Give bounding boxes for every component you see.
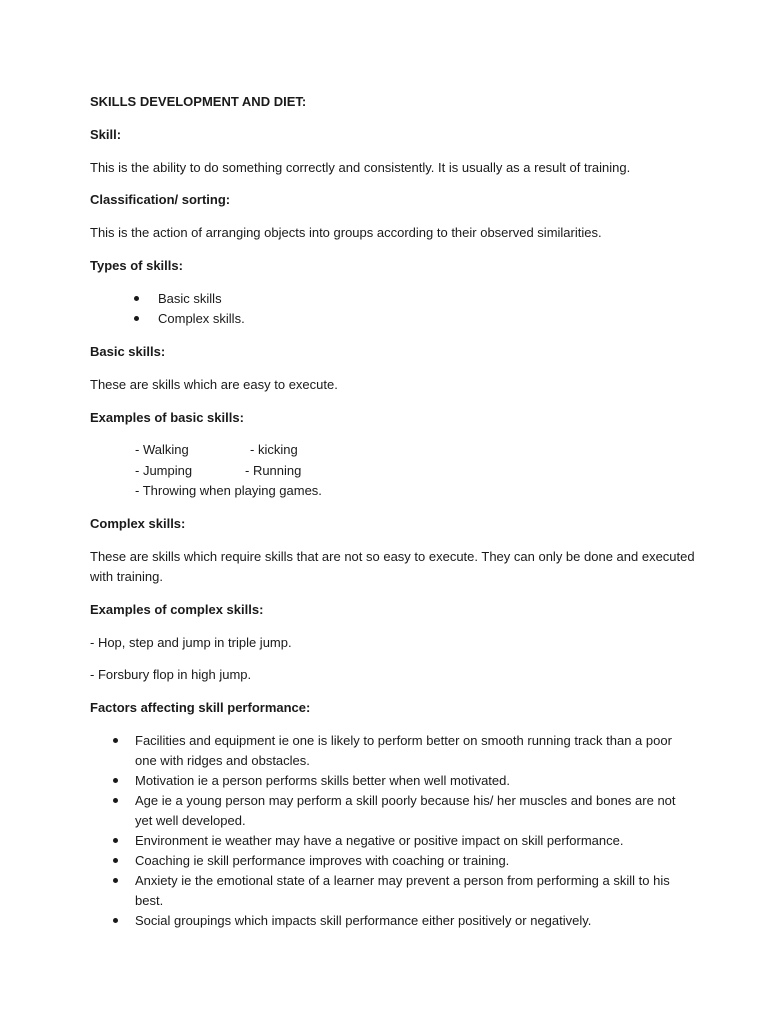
type-item: Basic skills bbox=[158, 291, 222, 306]
classification-heading: Classification/ sorting: bbox=[90, 192, 231, 207]
factors-heading: Factors affecting skill performance: bbox=[90, 700, 311, 715]
basic-example: - Throwing when playing games. bbox=[135, 483, 322, 498]
complex-example: - Hop, step and jump in triple jump. bbox=[90, 635, 292, 650]
complex-skills-heading: Complex skills: bbox=[90, 516, 186, 531]
bullet-icon bbox=[113, 778, 118, 783]
document-title: SKILLS DEVELOPMENT AND DIET: bbox=[90, 94, 307, 109]
factor-item: Anxiety ie the emotional state of a learner may prevent a person from performing a skill to his bbox=[135, 873, 670, 888]
type-item: Complex skills. bbox=[158, 311, 245, 326]
basic-example: - Jumping bbox=[135, 463, 193, 478]
classification-definition: This is the action of arranging objects into groups according to their observed similarities. bbox=[90, 225, 602, 240]
bullet-icon bbox=[113, 858, 118, 863]
bullet-icon bbox=[113, 878, 118, 883]
complex-examples-heading: Examples of complex skills: bbox=[90, 602, 264, 617]
basic-examples-heading: Examples of basic skills: bbox=[90, 410, 244, 425]
factor-item: Environment ie weather may have a negative or positive impact on skill performance. bbox=[135, 833, 624, 848]
skill-definition: This is the ability to do something correctly and consistently. It is usually as a result of training. bbox=[90, 160, 631, 175]
factor-item: Coaching ie skill performance improves with coaching or training. bbox=[135, 853, 510, 868]
basic-example: - Walking bbox=[135, 442, 189, 457]
factor-item-continued: one with ridges and obstacles. bbox=[135, 753, 310, 768]
basic-skills-definition: These are skills which are easy to execute. bbox=[90, 377, 338, 392]
bullet-icon bbox=[134, 316, 139, 321]
complex-skills-definition: These are skills which require skills that are not so easy to execute. They can only be done and executed bbox=[90, 549, 695, 564]
skill-heading: Skill: bbox=[90, 127, 122, 142]
bullet-icon bbox=[113, 918, 118, 923]
types-heading: Types of skills: bbox=[90, 258, 183, 273]
factor-item: Age ie a young person may perform a skill poorly because his/ her muscles and bones are not bbox=[135, 793, 676, 808]
complex-example: - Forsbury flop in high jump. bbox=[90, 667, 252, 682]
complex-skills-definition: with training. bbox=[90, 569, 163, 584]
bullet-icon bbox=[113, 798, 118, 803]
bullet-icon bbox=[113, 738, 118, 743]
basic-example: - kicking bbox=[250, 442, 298, 457]
basic-skills-heading: Basic skills: bbox=[90, 344, 166, 359]
factor-item: Facilities and equipment ie one is likely to perform better on smooth running track than a poor bbox=[135, 733, 672, 748]
factor-item-continued: yet well developed. bbox=[135, 813, 246, 828]
factor-item-continued: best. bbox=[135, 893, 164, 908]
bullet-icon bbox=[134, 296, 139, 301]
basic-example: - Running bbox=[245, 463, 302, 478]
factor-item: Social groupings which impacts skill performance either positively or negatively. bbox=[135, 913, 592, 928]
bullet-icon bbox=[113, 838, 118, 843]
factor-item: Motivation ie a person performs skills better when well motivated. bbox=[135, 773, 510, 788]
